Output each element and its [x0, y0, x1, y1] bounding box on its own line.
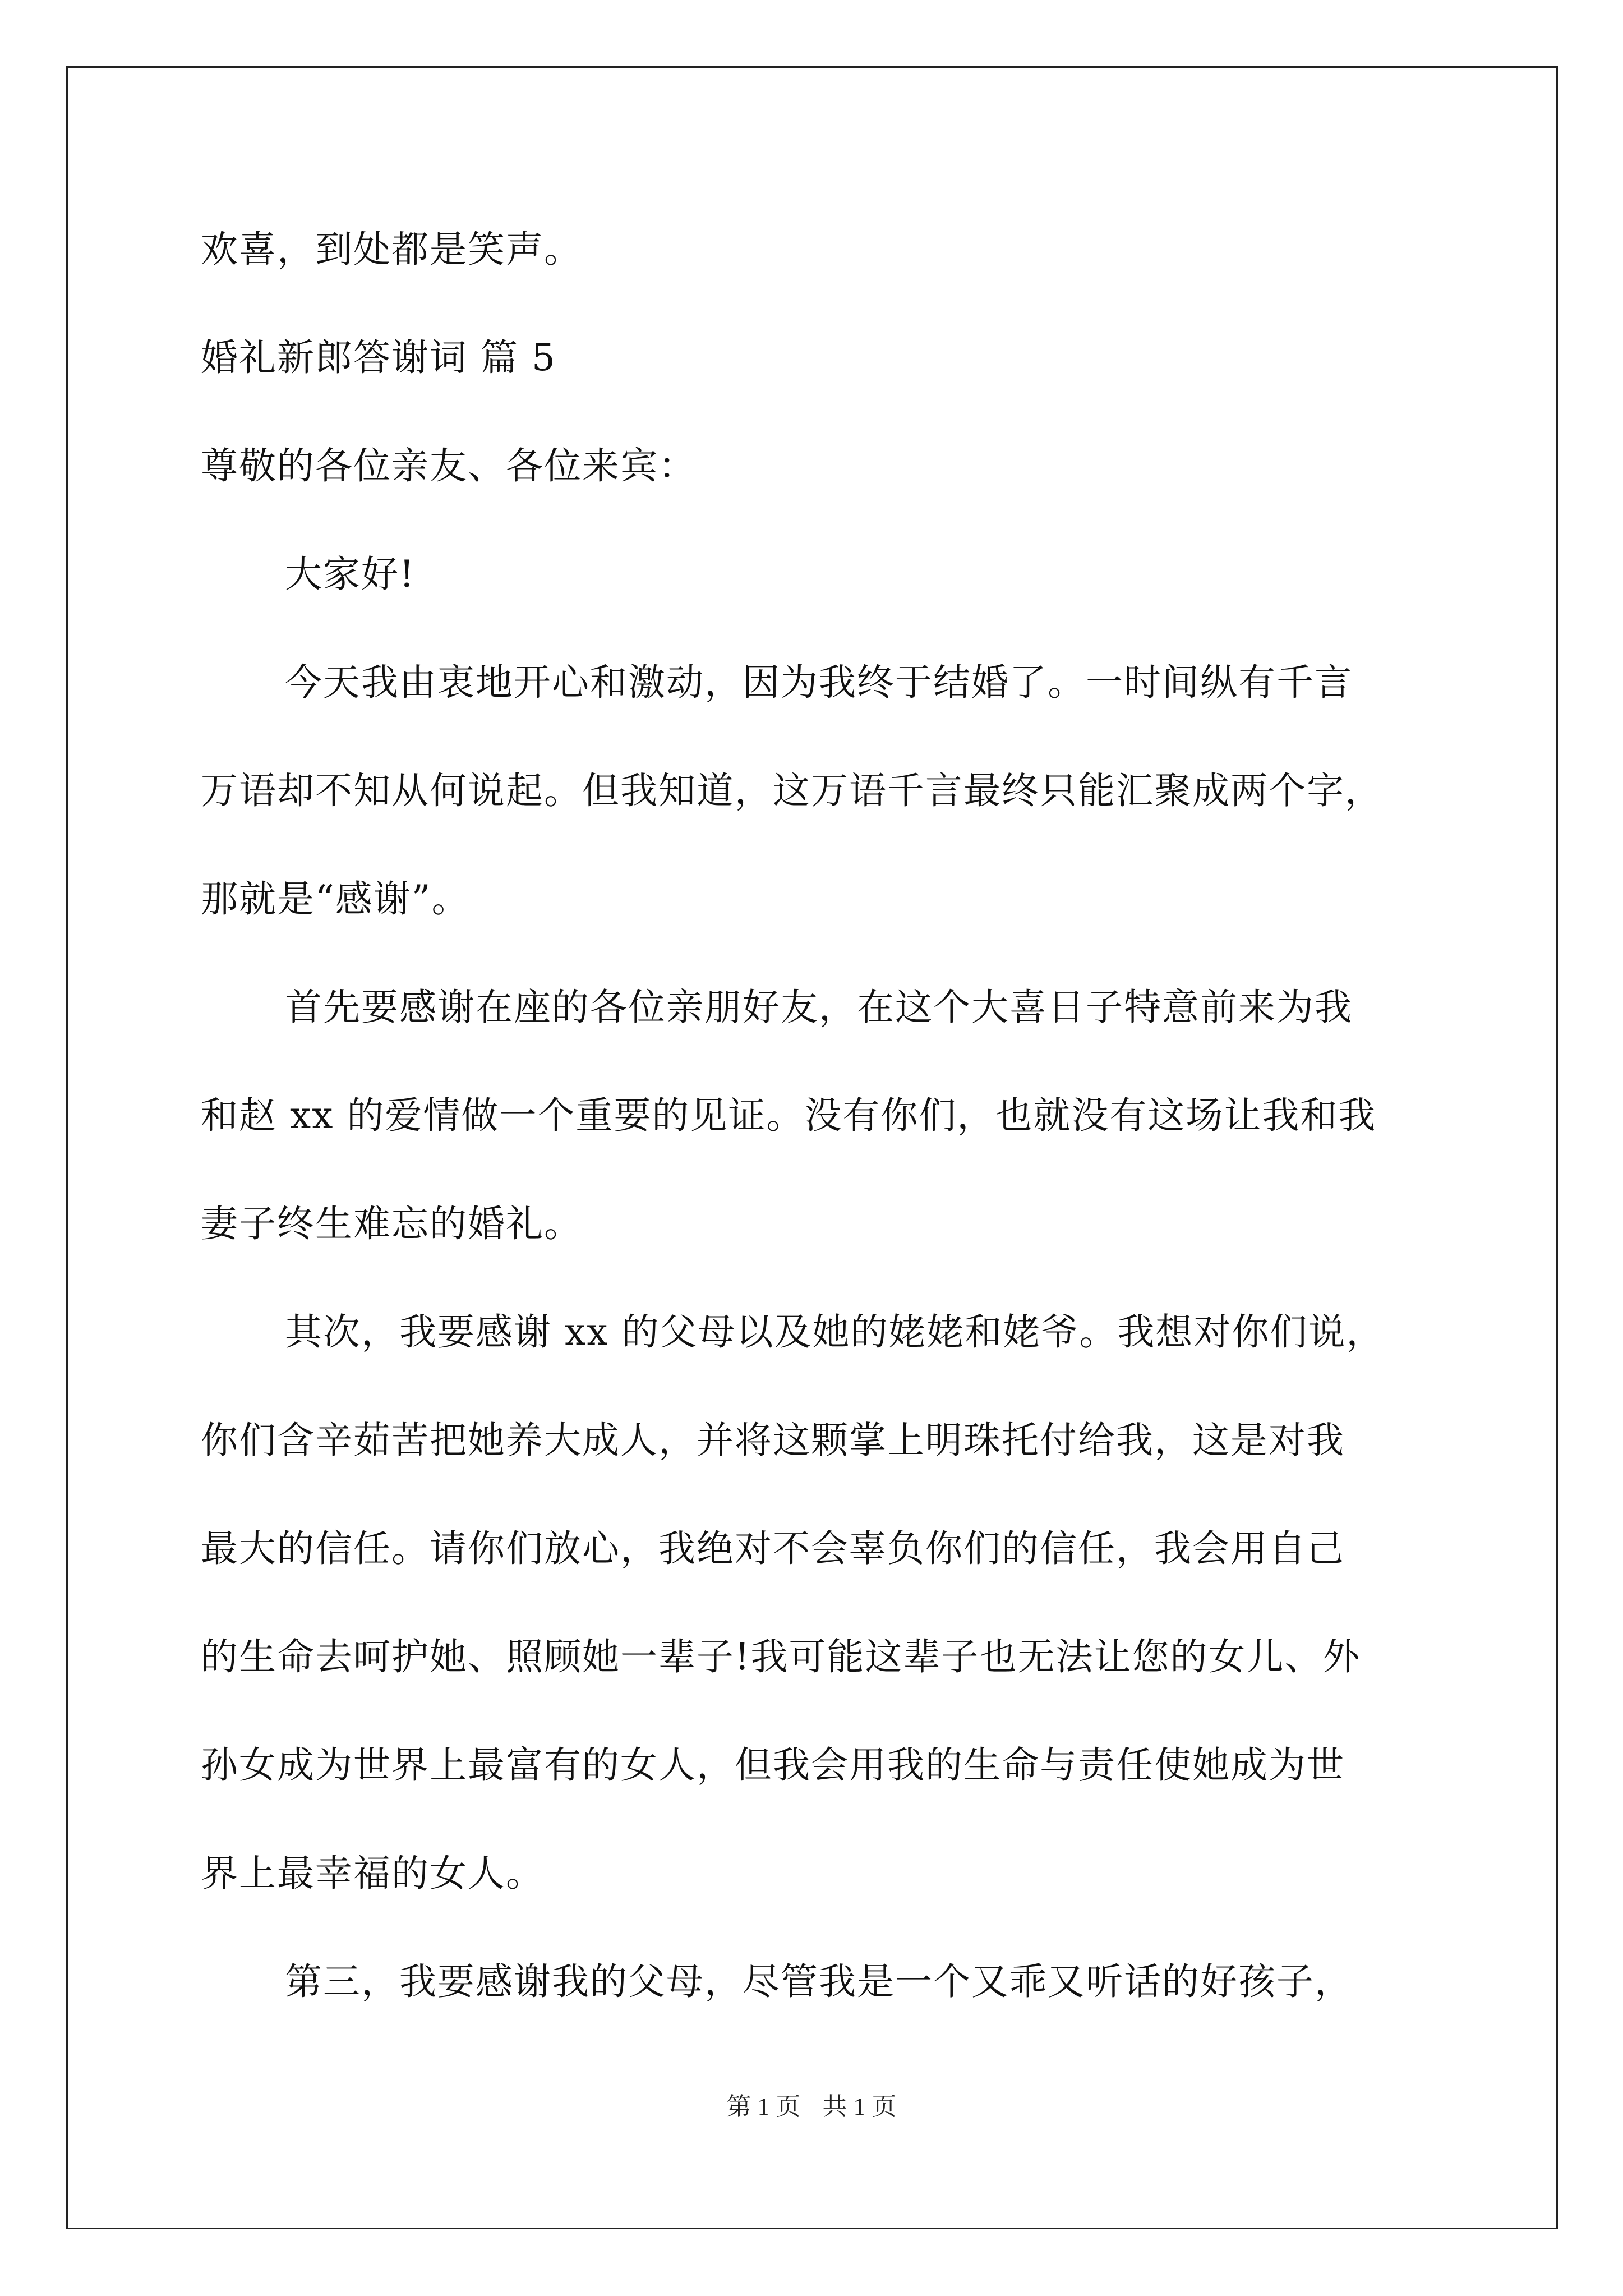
text-line: 首先要感谢在座的各位亲朋好友，在这个大喜日子特意前来为我 — [285, 986, 1353, 1029]
text-line: 最大的信任。请你们放心，我绝对不会辜负你们的信任，我会用自己 — [201, 1527, 1345, 1570]
page-footer — [0, 2091, 1623, 2123]
text-line: 欢喜，到处都是笑声。 — [201, 228, 582, 271]
text-line: 其次，我要感谢 xx 的父母以及她的姥姥和姥爷。我想对你们说， — [285, 1310, 1385, 1354]
section-heading: 婚礼新郎答谢词 篇 5 — [201, 336, 556, 379]
text-line: 你们含辛茹苦把她养大成人，并将这颗掌上明珠托付给我，这是对我 — [201, 1419, 1345, 1462]
text-line: 万语却不知从何说起。但我知道，这万语千言最终只能汇聚成两个字， — [201, 769, 1383, 812]
text-line: 妻子终生难忘的婚礼。 — [201, 1202, 582, 1245]
text-line: 的生命去呵护她、照顾她一辈子!我可能这辈子也无法让您的女儿、外 — [201, 1635, 1361, 1678]
page-border — [66, 66, 1558, 2229]
text-line: 界上最幸福的女人。 — [201, 1852, 544, 1895]
text-line: 孙女成为世界上最富有的女人，但我会用我的生命与责任使她成为世 — [201, 1743, 1345, 1787]
page-number: 第 1 页 — [726, 2093, 801, 2120]
salutation: 尊敬的各位亲友、各位来宾： — [201, 444, 697, 487]
text-line: 第三，我要感谢我的父母，尽管我是一个又乖又听话的好孩子， — [285, 1960, 1353, 2003]
text-line: 那就是“感谢”。 — [201, 877, 470, 921]
page-total: 共 1 页 — [822, 2093, 897, 2120]
greeting: 大家好! — [285, 553, 416, 596]
text-line: 和赵 xx 的爱情做一个重要的见证。没有你们，也就没有这场让我和我 — [201, 1094, 1377, 1137]
text-line: 今天我由衷地开心和激动，因为我终于结婚了。一时间纵有千言 — [285, 661, 1353, 704]
